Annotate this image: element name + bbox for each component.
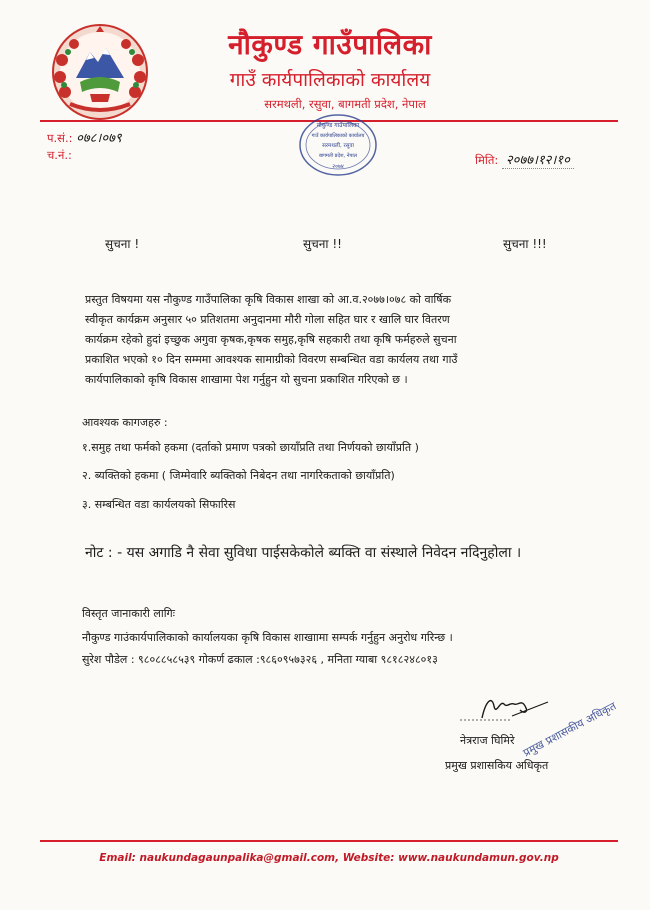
office-subtitle: गाउँ कार्यपालिकाको कार्यालय <box>229 69 431 91</box>
stamp-line-3: सरमथली, रसुवा <box>322 143 354 149</box>
requirement-item: ३. सम्बन्धित वडा कार्यलयको सिफारिस <box>82 498 236 511</box>
letter-number-value: ०७८।०७९ <box>76 131 122 146</box>
paragraph-line: स्वीकृत कार्यक्रम अनुसार ५० प्रतिशतमा अनुदानमा मौरी गोला सहित घार र खालि घार वितरण <box>85 313 450 326</box>
requirement-item: १.समुह तथा फर्मको हकमा (दर्ताको प्रमाण पत्रको छायाँप्रति तथा निर्णयको छायाँप्रति ) <box>82 441 419 454</box>
paragraph-line: कार्यपालिकाको कृषि विकास शाखामा पेश गर्नुहुन यो सुचना प्रकाशित गरिएको छ । <box>85 373 408 386</box>
office-stamp <box>297 112 379 178</box>
office-title: नौकुण्ड गाउँपालिका <box>228 28 432 61</box>
letter-date <box>475 150 574 168</box>
contact-instruction: नौकुण्ड गाउंकार्यपालिकाको कार्यालयका कृषि विकास शाखाामा सम्पर्क गर्नुहुन अनुरोध गरिन्छ । <box>82 631 453 644</box>
requirements-title: आवश्यक कागजहरु : <box>82 416 168 429</box>
signatory-title: प्रमुख प्रशासकिय अधिकृत <box>445 759 549 772</box>
office-address: सरमथली, रसुवा, बागमती प्रदेश, नेपाल <box>264 97 426 111</box>
dispatch-number-label: च.नं.: <box>47 148 72 162</box>
notice-heading-3: सुचना !!! <box>503 237 547 251</box>
handwritten-signature <box>452 690 562 730</box>
footer-divider <box>40 840 618 842</box>
date-value: २०७७।१२।१० <box>502 153 574 169</box>
footer-contact: Email: naukundagaunpalika@gmail.com, Website: www.naukundamun.gov.np <box>99 852 559 864</box>
stamp-line-4: बागमती प्रदेश, नेपाल <box>318 153 358 159</box>
paragraph-line: कार्यक्रम रहेको हुदां इच्छुक अगुवा कृषक,कृषक समुह,कृषि सहकारी तथा कृषि फर्महरुले सुचना <box>85 333 457 346</box>
nepal-emblem-icon <box>50 22 150 122</box>
stamp-line-2: गाउँ कार्यपालिकाको कार्यालय <box>311 133 365 139</box>
stamp-year: २०७४ <box>332 164 344 170</box>
signature-stamp: प्रमुख प्रशासकीय अधिकृत <box>520 699 619 760</box>
notice-heading-1: सुचना ! <box>105 237 140 251</box>
notice-heading-2: सुचना !! <box>303 237 342 251</box>
stamp-line-1: नौकुण्ड गाउँपालिका <box>316 122 360 129</box>
notice-paragraph <box>85 290 585 390</box>
contact-title: विस्तृत जानाकारी लागिः <box>82 607 175 620</box>
paragraph-line: प्रस्तुत विषयमा यस नौकुण्ड गाउँपालिका कृषि विकास शाखा को आ.व.२०७७।०७८ को वार्षिक <box>85 293 452 306</box>
dispatch-number <box>47 148 72 163</box>
requirement-item: २. ब्यक्तिको हकमा ( जिम्मेवारि ब्यक्तिको निबेदन तथा नागरिकताको छायाँप्रति) <box>82 469 395 482</box>
letter-number <box>47 128 122 146</box>
contact-phones: सुरेश पौडेल : ९८०८८५८५३९ गोकर्ण ढकाल :९८६०९५७३२६ , मनिता ग्याबा ९८१८२४८०१३ <box>82 653 438 666</box>
signatory-name: नेत्रराज घिमिरे <box>460 734 515 747</box>
date-label: मिति: <box>475 153 499 167</box>
note-text: नोट : - यस अगाडि नै सेवा सुविधा पाईसकेकोले ब्यक्ति वा संस्थाले निवेदन नदिनुहोला । <box>85 545 522 561</box>
paragraph-line: प्रकाशित भएको १० दिन सम्ममा आवश्यक सामाग्रीको विवरण सम्बन्धित वडा कार्यलय तथा गाउँ <box>85 353 458 366</box>
letter-number-label: प.सं.: <box>47 131 73 145</box>
